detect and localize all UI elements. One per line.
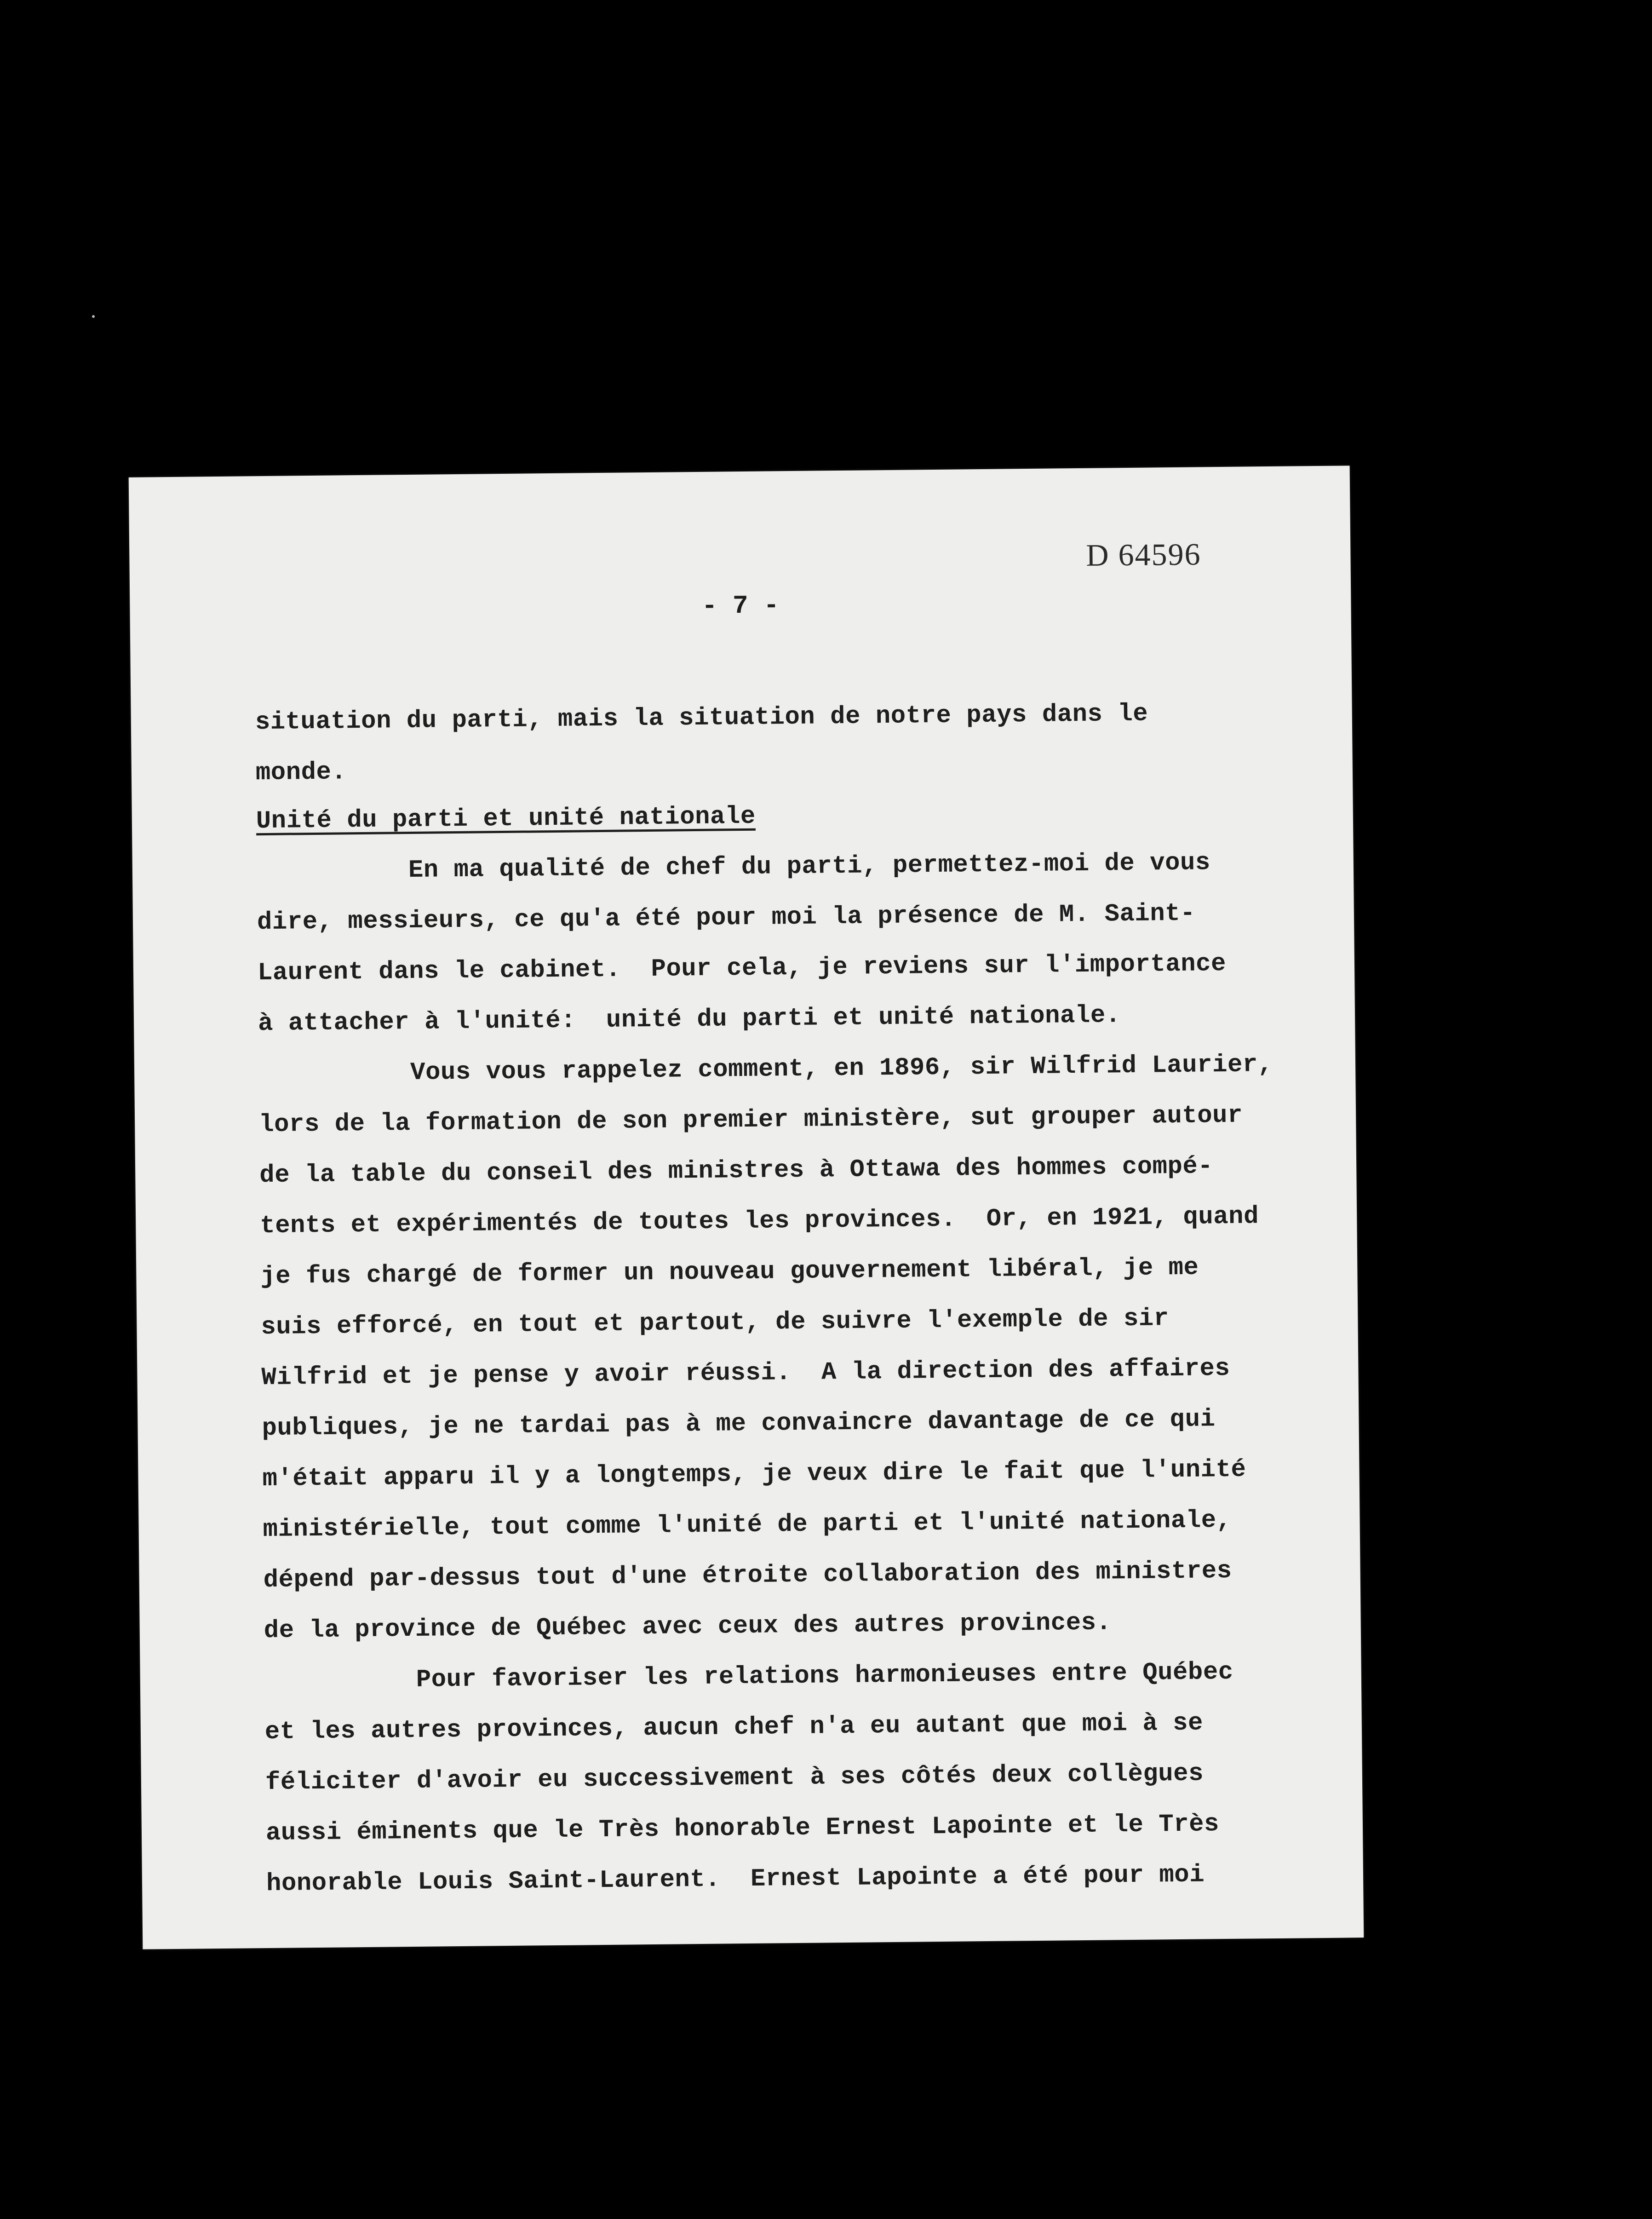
body-line: de la table du conseil des ministres à Ottawa des hommes compé- [259, 1152, 1213, 1190]
body-line: dépend par-dessus tout d'une étroite collaboration des ministres [263, 1557, 1232, 1595]
body-line: Laurent dans le cabinet. Pour cela, je reviens sur l'importance [257, 949, 1227, 988]
body-line: à attacher à l'unité: unité du parti et unité nationale. [258, 1001, 1121, 1038]
body-line: situation du parti, mais la situation de notre pays dans le [255, 700, 1148, 737]
body-line: je fus chargé de former un nouveau gouvernement libéral, je me [260, 1253, 1199, 1291]
body-line: aussi éminents que le Très honorable Ernest Lapointe et le Très [265, 1810, 1220, 1848]
body-line: et les autres provinces, aucun chef n'a eu autant que moi à se [264, 1709, 1204, 1747]
body-line: Vous vous rappelez comment, en 1896, sir Wilfrid Laurier, [410, 1050, 1273, 1087]
body-line: ministérielle, tout comme l'unité de parti et l'unité nationale, [263, 1506, 1232, 1544]
body-line: En ma qualité de chef du parti, permettez-moi de vous [408, 849, 1211, 885]
body-line: Wilfrid et je pense y avoir réussi. A la direction des affaires [261, 1354, 1230, 1392]
body-line: féliciter d'avoir eu successivement à ses côtés deux collègues [265, 1759, 1204, 1797]
section-heading: Unité du parti et unité nationale [256, 802, 756, 836]
body-line: de la province de Québec avec ceux des autres provinces. [264, 1609, 1112, 1645]
body-line: lors de la formation de son premier ministère, sut grouper autour [258, 1101, 1243, 1139]
body-line: tents et expérimentés de toutes les provinces. Or, en 1921, quand [260, 1202, 1259, 1241]
page-number: - 7 - [701, 591, 780, 621]
document-number: D 64596 [1086, 536, 1201, 573]
body-line: honorable Louis Saint-Laurent. Ernest Lapointe a été pour moi [266, 1861, 1205, 1898]
scan-speck [92, 315, 95, 318]
body-line: monde. [255, 758, 347, 788]
body-line: dire, messieurs, ce qu'a été pour moi la présence de M. Saint- [257, 899, 1196, 937]
body-line: Pour favoriser les relations harmonieuses entre Québec [416, 1658, 1233, 1694]
body-line: suis efforcé, en tout et partout, de suivre l'exemple de sir [261, 1305, 1169, 1342]
body-line: m'était apparu il y a longtemps, je veux dire le fait que l'unité [262, 1455, 1246, 1494]
document-page [129, 466, 1364, 1949]
body-line: publiques, je ne tardai pas à me convaincre davantage de ce qui [262, 1405, 1216, 1443]
